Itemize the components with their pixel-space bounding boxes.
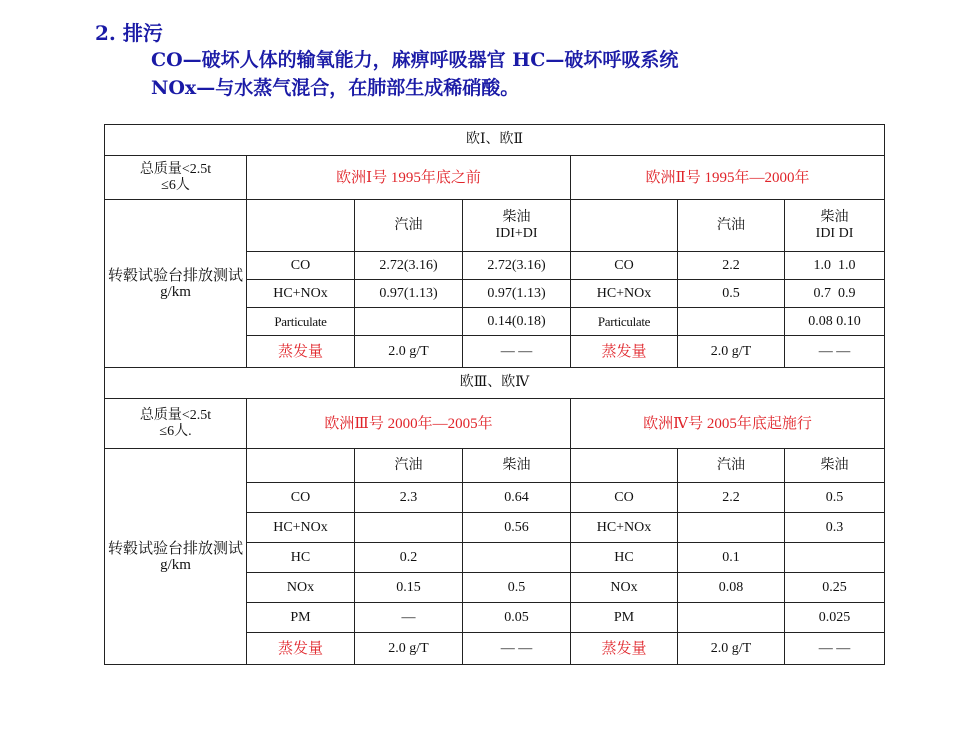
value-cell: 0.7 0.9 (785, 280, 885, 308)
section2-empty-header (247, 449, 355, 483)
pollutant-cell: CO (247, 483, 355, 513)
value-cell: 2.2 (678, 483, 785, 513)
value-cell: 0.1 (678, 543, 785, 573)
value-cell: 0.08 (678, 573, 785, 603)
section1-empty-header (247, 200, 355, 252)
pollutant-cell: HC (247, 543, 355, 573)
section1-diesel-header-2: 柴油 IDI DI (785, 200, 885, 252)
value-cell: 0.5 (678, 280, 785, 308)
pollutant-cell: HC (571, 543, 678, 573)
section1-std-euro1: 欧洲Ⅰ号 1995年底之前 (247, 156, 571, 200)
value-cell: 0.97(1.13) (463, 280, 571, 308)
section2-std-euro4: 欧洲Ⅳ号 2005年底起施行 (571, 399, 885, 449)
section2-header-row (105, 449, 885, 483)
section1-gas-header-1: 汽油 (355, 200, 463, 252)
heading-title: 2. 排污 (95, 21, 163, 45)
section2-empty-header-2 (571, 449, 678, 483)
value-cell: 2.2 (678, 252, 785, 280)
value-cell: 0.025 (785, 603, 885, 633)
pollutant-cell: NOx (571, 573, 678, 603)
value-cell: 0.64 (463, 483, 571, 513)
value-cell: 2.3 (355, 483, 463, 513)
emission-standards-table (104, 124, 885, 665)
pollutant-cell: Particulate (571, 308, 678, 336)
section2-diesel-header-2: 柴油 (785, 449, 885, 483)
section1-test-label: 转毂试验台排放测试 g/km (105, 200, 247, 368)
value-cell: 0.97(1.13) (355, 280, 463, 308)
section1-mass-label: 总质量<2.5t ≤6人 (105, 156, 247, 200)
pollutant-cell: HC+NOx (571, 513, 678, 543)
section1-diesel-header-1: 柴油 IDI+DI (463, 200, 571, 252)
value-cell: — — (463, 336, 571, 368)
value-cell: 0.3 (785, 513, 885, 543)
value-cell: 2.0 g/T (678, 633, 785, 665)
value-cell: — — (463, 633, 571, 665)
section2-mass-label: 总质量<2.5t ≤6人. (105, 399, 247, 449)
evaporation-label: 蒸发量 (571, 336, 678, 368)
section2-std-euro3: 欧洲Ⅲ号 2000年—2005年 (247, 399, 571, 449)
value-cell: 2.0 g/T (678, 336, 785, 368)
heading-pollutant-line-2: NOx—与水蒸气混合，在肺部生成稀硝酸。 (151, 77, 520, 99)
section2-standard-row (105, 399, 885, 449)
pollutant-cell: CO (247, 252, 355, 280)
section1-empty-header-2 (571, 200, 678, 252)
slide-heading (95, 20, 678, 102)
section2-gas-header-1: 汽油 (355, 449, 463, 483)
value-cell (678, 308, 785, 336)
value-cell: 0.14(0.18) (463, 308, 571, 336)
value-cell (678, 513, 785, 543)
pollutant-cell: HC+NOx (247, 513, 355, 543)
value-cell: 2.0 g/T (355, 336, 463, 368)
pollutant-cell: HC+NOx (247, 280, 355, 308)
section2-diesel-header-1: 柴油 (463, 449, 571, 483)
value-cell: 2.0 g/T (355, 633, 463, 665)
section2-gas-header-2: 汽油 (678, 449, 785, 483)
section1-gas-header-2: 汽油 (678, 200, 785, 252)
pollutant-cell: NOx (247, 573, 355, 603)
value-cell: 0.56 (463, 513, 571, 543)
value-cell: — — (785, 336, 885, 368)
evaporation-label: 蒸发量 (571, 633, 678, 665)
value-cell: 2.72(3.16) (355, 252, 463, 280)
section1-std-euro2: 欧洲Ⅱ号 1995年—2000年 (571, 156, 885, 200)
value-cell: 0.5 (785, 483, 885, 513)
heading-pollutant-line-1: CO—破坏人体的输氧能力，麻痹呼吸器官 HC—破坏呼吸系统 (151, 49, 679, 71)
pollutant-cell: PM (247, 603, 355, 633)
section1-title-row (105, 125, 885, 156)
value-cell: 0.2 (355, 543, 463, 573)
section1-header-row (105, 200, 885, 252)
value-cell (463, 543, 571, 573)
value-cell: 0.5 (463, 573, 571, 603)
pollutant-cell: Particulate (247, 308, 355, 336)
section2-test-label: 转毂试验台排放测试 g/km (105, 449, 247, 665)
value-cell: 1.0 1.0 (785, 252, 885, 280)
pollutant-cell: CO (571, 252, 678, 280)
section1-standard-row (105, 156, 885, 200)
value-cell (785, 543, 885, 573)
evaporation-label: 蒸发量 (247, 336, 355, 368)
pollutant-cell: PM (571, 603, 678, 633)
evaporation-label: 蒸发量 (247, 633, 355, 665)
value-cell: 0.15 (355, 573, 463, 603)
value-cell: 0.08 0.10 (785, 308, 885, 336)
value-cell: — (355, 603, 463, 633)
section2-title: 欧Ⅲ、欧Ⅳ (105, 368, 885, 399)
value-cell: — — (785, 633, 885, 665)
section1-title: 欧Ⅰ、欧Ⅱ (105, 125, 885, 156)
pollutant-cell: CO (571, 483, 678, 513)
value-cell (355, 308, 463, 336)
pollutant-cell: HC+NOx (571, 280, 678, 308)
value-cell: 0.25 (785, 573, 885, 603)
value-cell (678, 603, 785, 633)
section2-title-row (105, 368, 885, 399)
value-cell: 0.05 (463, 603, 571, 633)
value-cell: 2.72(3.16) (463, 252, 571, 280)
value-cell (355, 513, 463, 543)
